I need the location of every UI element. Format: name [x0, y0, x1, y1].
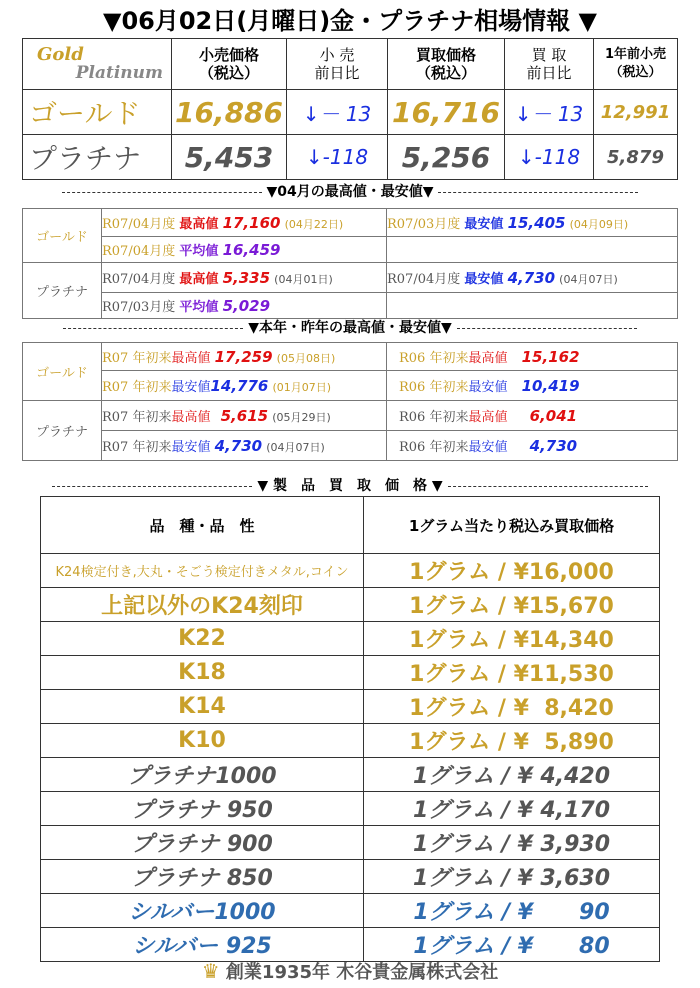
gold-buy-diff: ↓－ 13 — [505, 90, 594, 135]
platinum-buy: 5,256 — [388, 135, 505, 180]
product-price: 1グラム / ¥ 5,890 — [364, 724, 660, 758]
platinum-name: プラチナ — [23, 135, 172, 180]
yearly-gold-a: R07 年初来最高値 17,259 (05月08日) — [102, 343, 387, 371]
platinum-retail-diff: ↓-118 — [287, 135, 388, 180]
product-name: K24検定付き,大丸・そごう検定付きメタル,コイン — [41, 554, 364, 588]
yearly-platinum-b: R06 年初来最高値 6,041 — [387, 401, 678, 431]
monthly-platinum-label: プラチナ — [23, 263, 102, 319]
product-row — [41, 826, 660, 860]
monthly-heading: ▼04月の最高値・最安値▼ — [266, 184, 434, 200]
monthly-table — [22, 208, 678, 319]
product-row — [41, 724, 660, 758]
product-name: プラチナ 900 — [41, 826, 364, 860]
yearly-divider — [30, 320, 670, 336]
product-price: 1グラム / ¥ 8,420 — [364, 690, 660, 724]
monthly-gold-avg: R07/04月度 平均値 16,459 — [102, 237, 387, 263]
product-price: 1グラム / ¥15,670 — [364, 588, 660, 622]
crown-icon: ♛ — [201, 959, 220, 983]
yearly-platinum-d: R06 年初来最安値 4,730 — [387, 431, 678, 461]
header-retail-diff: 小 売 前日比 — [287, 39, 388, 90]
products-col-type: 品 種・品 性 — [41, 497, 364, 554]
product-name: K14 — [41, 690, 364, 724]
yearly-heading: ▼本年・昨年の最高値・最安値▼ — [248, 320, 452, 336]
header-retail: 小売価格 （税込） — [172, 39, 287, 90]
gold-buy: 16,716 — [388, 90, 505, 135]
product-name: プラチナ1000 — [41, 758, 364, 792]
platinum-retail: 5,453 — [172, 135, 287, 180]
product-name: プラチナ 950 — [41, 792, 364, 826]
gold-retail: 16,886 — [172, 90, 287, 135]
product-row — [41, 860, 660, 894]
yearly-platinum-a: R07 年初来最高値 5,615 (05月29日) — [102, 401, 387, 431]
product-price: 1グラム / ¥14,340 — [364, 622, 660, 656]
company-footer — [0, 958, 700, 984]
gold-retail-diff: ↓－ 13 — [287, 90, 388, 135]
product-name: シルバー 925 — [41, 928, 364, 962]
logo — [23, 39, 172, 90]
product-row — [41, 758, 660, 792]
yearly-table — [22, 342, 678, 461]
product-name: K18 — [41, 656, 364, 690]
product-row — [41, 622, 660, 656]
header-year-ago: 1年前小売 （税込） — [594, 39, 678, 90]
product-name: プラチナ 850 — [41, 860, 364, 894]
product-price: 1グラム / ¥ 3,930 — [364, 826, 660, 860]
product-row — [41, 690, 660, 724]
product-row — [41, 656, 660, 690]
platinum-year-ago: 5,879 — [594, 135, 678, 180]
yearly-platinum-label: プラチナ — [23, 401, 102, 461]
product-price: 1グラム / ¥ 80 — [364, 928, 660, 962]
product-price: 1グラム / ¥16,000 — [364, 554, 660, 588]
platinum-row — [23, 135, 678, 180]
yearly-gold-label: ゴールド — [23, 343, 102, 401]
monthly-gold-label: ゴールド — [23, 209, 102, 263]
product-name: K10 — [41, 724, 364, 758]
yearly-gold-c: R07 年初来最安値14,776 (01月07日) — [102, 371, 387, 401]
product-price: 1グラム / ¥ 3,630 — [364, 860, 660, 894]
monthly-gold-high: R07/04月度 最高値 17,160 (04月22日) — [102, 209, 387, 237]
monthly-platinum-low: R07/04月度 最安値 4,730 (04月07日) — [387, 263, 678, 293]
product-row — [41, 928, 660, 962]
product-row — [41, 588, 660, 622]
product-price: 1グラム / ¥11,530 — [364, 656, 660, 690]
product-price: 1グラム / ¥ 4,420 — [364, 758, 660, 792]
product-name: 上記以外のK24刻印 — [41, 588, 364, 622]
product-row — [41, 792, 660, 826]
product-name: シルバー1000 — [41, 894, 364, 928]
company-name: 創業1935年 木谷貴金属株式会社 — [225, 962, 499, 983]
logo-platinum: Platinum — [75, 63, 163, 83]
product-price: 1グラム / ¥ 4,170 — [364, 792, 660, 826]
platinum-buy-diff: ↓-118 — [505, 135, 594, 180]
product-row — [41, 894, 660, 928]
gold-row — [23, 90, 678, 135]
product-row — [41, 554, 660, 588]
yearly-platinum-c: R07 年初来最安値 4,730 (04月07日) — [102, 431, 387, 461]
monthly-platinum-avg: R07/03月度 平均値 5,029 — [102, 293, 387, 319]
monthly-divider — [30, 184, 670, 200]
monthly-platinum-high: R07/04月度 最高値 5,335 (04月01日) — [102, 263, 387, 293]
header-buy-diff: 買 取 前日比 — [505, 39, 594, 90]
products-table — [40, 496, 660, 962]
header-buy: 買取価格 （税込） — [388, 39, 505, 90]
gold-name: ゴールド — [23, 90, 172, 135]
page-title: ▼06月02日(月曜日)金・プラチナ相場情報 ▼ — [102, 7, 597, 35]
price-table — [22, 38, 678, 180]
products-divider — [30, 478, 670, 494]
yearly-gold-d: R06 年初来最安値 10,419 — [387, 371, 678, 401]
yearly-gold-b: R06 年初来最高値 15,162 — [387, 343, 678, 371]
monthly-gold-low: R07/03月度 最安値 15,405 (04月09日) — [387, 209, 678, 237]
product-price: 1グラム / ¥ 90 — [364, 894, 660, 928]
product-name: K22 — [41, 622, 364, 656]
products-heading: ▼ 製 品 買 取 価 格 ▼ — [257, 478, 443, 494]
products-col-price: 1グラム当たり税込み買取価格 — [364, 497, 660, 554]
gold-year-ago: 12,991 — [594, 90, 678, 135]
logo-gold: Gold — [37, 44, 84, 65]
